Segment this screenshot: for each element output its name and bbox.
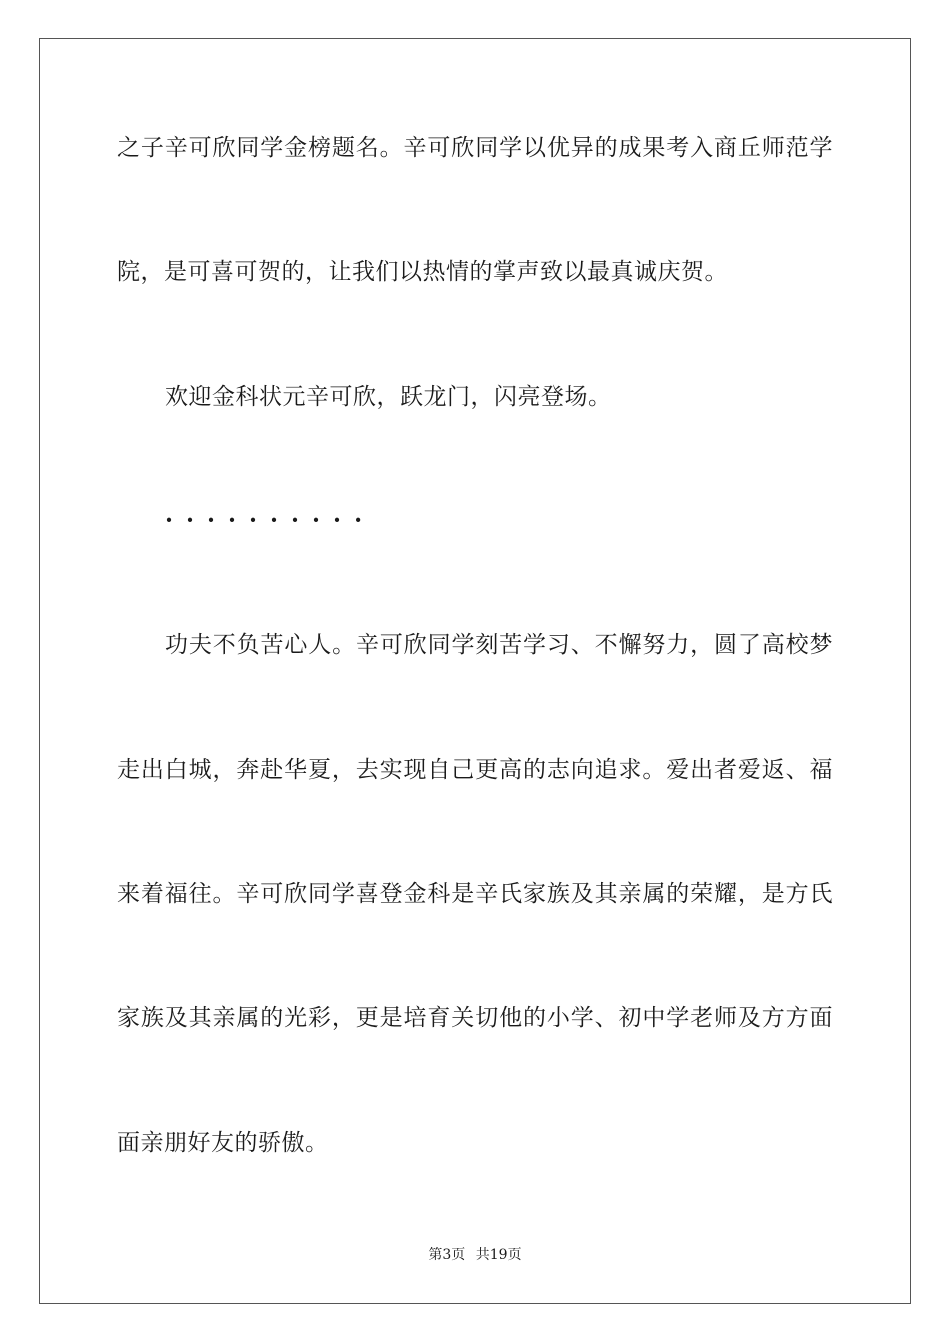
total-pages: 共19页: [475, 1247, 522, 1263]
paragraph-line-6: 走出白城，奔赴华夏，去实现自己更高的志向追求。爱出者爱返、福: [117, 757, 833, 783]
paragraph-line-5: 功夫不负苦心人。辛可欣同学刻苦学习、不懈努力，圆了高校梦: [165, 632, 833, 658]
paragraph-line-1: 之子辛可欣同学金榜题名。辛可欣同学以优异的成果考入商丘师范学: [117, 135, 833, 161]
paragraph-line-9: 面亲朋好友的骄傲。: [117, 1130, 329, 1156]
paragraph-line-2: 院，是可喜可贺的，让我们以热情的掌声致以最真诚庆贺。: [117, 259, 728, 285]
paragraph-welcome: 欢迎金科状元辛可欣，跃龙门，闪亮登场。: [165, 384, 612, 410]
page-footer: [0, 1246, 950, 1264]
paragraph-line-8: 家族及其亲属的光彩，更是培育关切他的小学、初中学老师及方方面: [117, 1005, 833, 1031]
page-number: 第3页: [428, 1247, 466, 1263]
page-frame: [39, 38, 911, 1304]
ellipsis-separator: ··········: [165, 507, 376, 534]
paragraph-line-7: 来着福往。辛可欣同学喜登金科是辛氏家族及其亲属的荣耀，是方氏: [117, 881, 833, 907]
